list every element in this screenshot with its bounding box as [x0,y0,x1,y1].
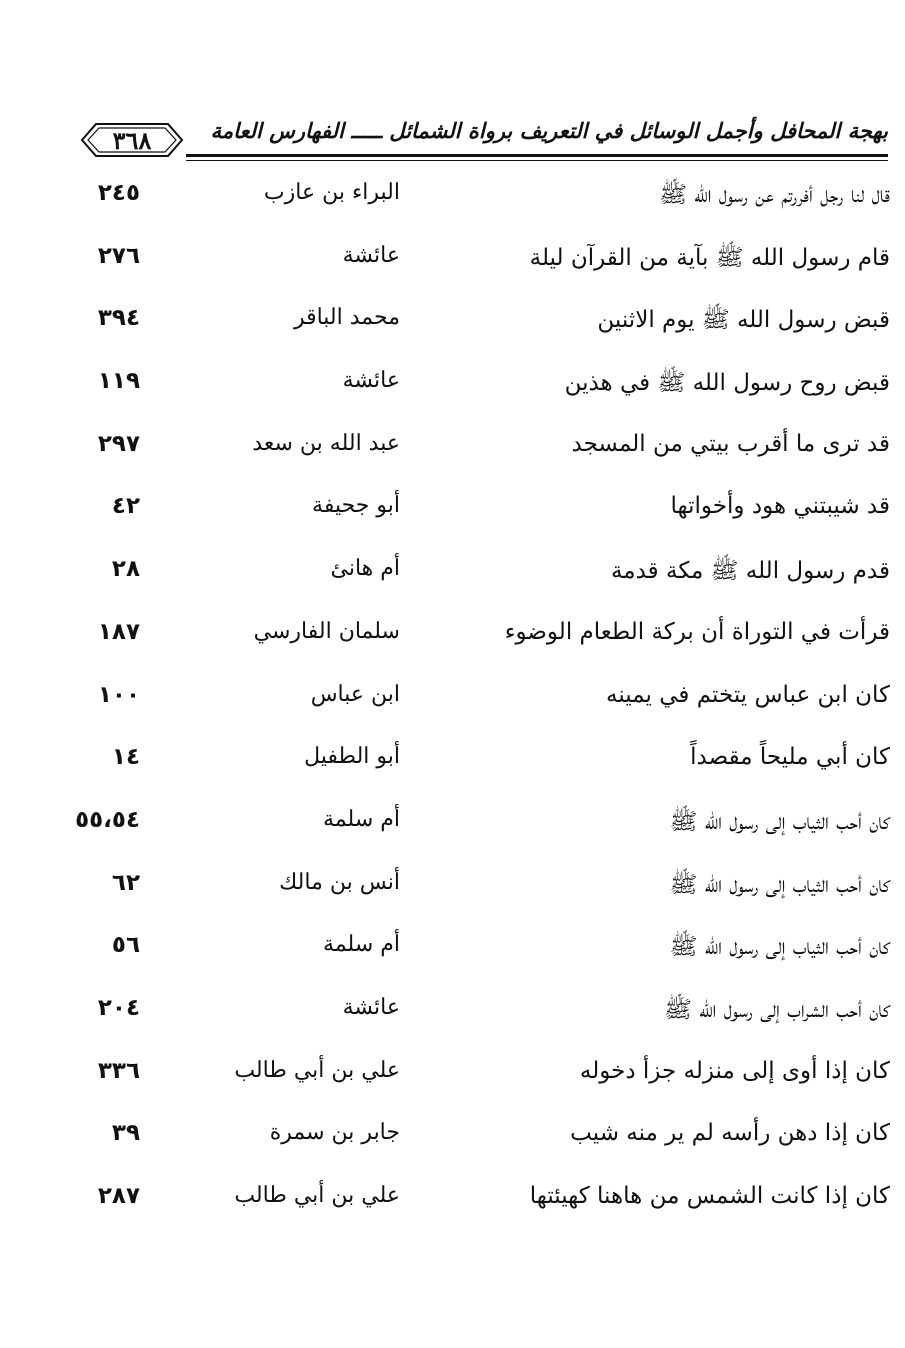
page-reference: ٢٠٤ [97,994,140,1021]
narrator-name: أبو الطفيل [304,744,400,770]
index-row [60,243,890,306]
index-row [60,619,890,682]
narrator-name: عائشة [342,994,400,1020]
page-reference: ٥٥،٥٤ [75,806,140,833]
hadith-incipit: كان إذا أوى إلى منزله جزأ دخوله [579,1057,890,1084]
hadith-incipit: كان أبي مليحاً مقصداً [690,744,890,771]
index-row [60,995,890,1058]
hadith-incipit: كان إذا دهن رأسه لم ير منه شيب [570,1120,890,1147]
page-reference: ٢٨ [111,556,140,583]
hadith-incipit: قد ترى ما أقرب بيتي من المسجد [571,430,890,457]
narrator-name: جابر بن سمرة [269,1120,400,1146]
index-row [60,1120,890,1183]
narrator-name: ابن عباس [310,681,400,707]
narrator-name: سلمان الفارسي [253,618,400,644]
narrator-name: البراء بن عازب [263,180,400,205]
hadith-incipit: كان ابن عباس يتختم في يمينه [606,681,890,708]
index-table [60,180,890,1246]
page-reference: ٤٢ [111,493,140,520]
index-row [60,932,890,995]
hadith-incipit: كان إذا كانت الشمس من هاهنا كهيئتها [529,1183,890,1209]
page-reference: ٦٢ [111,869,140,896]
page-reference: ١٠٠ [97,681,140,708]
hadith-incipit: قبض روح رسول الله ﷺ في هذين [564,370,890,397]
hadith-incipit: قام رسول الله ﷺ بآية من القرآن ليلة [529,244,890,271]
page-reference: ١١٩ [97,368,140,395]
narrator-name: أنس بن مالك [279,869,400,895]
hadith-incipit: كان أحب الثياب إلى رسول الله ﷺ [669,808,890,835]
narrator-name: عبد الله بن سعد [252,430,400,456]
page-number: ٣٦٨ [112,126,152,155]
narrator-name: أم هانئ [330,556,400,582]
hadith-incipit: قد شيبتني هود وأخواتها [670,493,890,520]
index-row [60,1183,890,1246]
page-reference: ٢٧٦ [97,242,140,269]
index-row [60,368,890,431]
index-row [60,431,890,494]
page-number-badge [78,120,186,160]
narrator-name: أم سلمة [323,806,400,832]
narrator-name: محمد الباقر [293,305,400,331]
narrator-name: أبو جحيفة [312,493,400,519]
hadith-incipit: قرأت في التوراة أن بركة الطعام الوضوء [504,618,890,645]
index-row [60,744,890,807]
header-rule-thick [186,154,888,157]
index-row [60,305,890,368]
hadith-incipit: كان أحب الثياب إلى رسول الله ﷺ [669,871,890,898]
narrator-name: عائشة [342,368,400,394]
page-reference: ٣٩ [111,1120,140,1147]
index-row [60,807,890,870]
header-rule-thin [186,160,888,161]
page-header [78,118,888,170]
page-reference: ٢٩٧ [97,430,140,457]
hadith-incipit: قدم رسول الله ﷺ مكة قدمة [610,558,890,585]
index-row [60,180,890,243]
index-row [60,1058,890,1121]
narrator-name: أم سلمة [323,932,400,958]
index-row [60,556,890,619]
index-row [60,870,890,933]
page-reference: ٣٩٤ [97,305,140,332]
narrator-name: علي بن أبي طالب [234,1183,400,1208]
page-reference: ٢٨٧ [97,1183,140,1209]
hadith-incipit: قبض رسول الله ﷺ يوم الاثنين [597,307,890,334]
running-title: بهجة المحافل وأجمل الوسائل في التعريف برواة الشمائل ـــــ الفهارس العامة [210,118,888,143]
index-row [60,493,890,556]
hadith-incipit: كان أحب الثياب إلى رسول الله ﷺ [669,934,890,961]
index-row [60,682,890,745]
page-reference: ٢٤٥ [97,180,140,206]
hadith-incipit: قال لنا رجل أفررتم عن رسول الله ﷺ [659,182,890,208]
hadith-incipit: كان أحب الشراب إلى رسول الله ﷺ [664,996,890,1023]
page-reference: ١٤ [111,744,140,771]
page-reference: ٥٦ [111,932,140,959]
narrator-name: علي بن أبي طالب [234,1057,400,1083]
narrator-name: عائشة [342,242,400,268]
page-reference: ١٨٧ [97,618,140,645]
page-reference: ٣٣٦ [97,1057,140,1084]
